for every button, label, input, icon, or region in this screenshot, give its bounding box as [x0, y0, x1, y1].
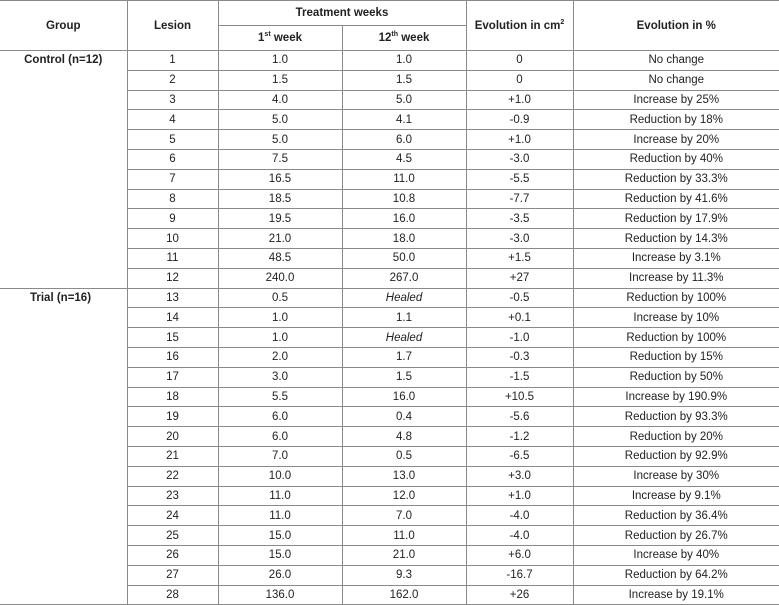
week1-cell: 6.0: [218, 407, 342, 427]
week-1-header: 1st week: [218, 26, 342, 51]
lesion-cell: 27: [127, 565, 218, 585]
lesion-cell: 19: [127, 407, 218, 427]
week12-cell: 0.4: [342, 407, 466, 427]
evolution-cm-cell: +3.0: [466, 466, 573, 486]
lesion-cell: 8: [127, 189, 218, 209]
week1-cell: 2.0: [218, 347, 342, 367]
week1-cell: 240.0: [218, 268, 342, 288]
evolution-cm-cell: -3.5: [466, 209, 573, 229]
evolution-pct-cell: Reduction by 33.3%: [573, 169, 779, 189]
week1-cell: 21.0: [218, 229, 342, 249]
evolution-pct-cell: Reduction by 36.4%: [573, 506, 779, 526]
evolution-cm-cell: -0.3: [466, 347, 573, 367]
evolution-pct-cell: Reduction by 50%: [573, 367, 779, 387]
week1-cell: 6.0: [218, 427, 342, 447]
evolution-cm-cell: +1.0: [466, 90, 573, 110]
evolution-pct-cell: Reduction by 26.7%: [573, 526, 779, 546]
week12-cell: 1.5: [342, 70, 466, 90]
week12-cell: 21.0: [342, 545, 466, 565]
evolution-pct-cell: Increase by 19.1%: [573, 585, 779, 605]
evolution-pct-cell: Reduction by 17.9%: [573, 209, 779, 229]
week12-cell: 13.0: [342, 466, 466, 486]
week1-cell: 11.0: [218, 506, 342, 526]
evolution-pct-cell: Reduction by 15%: [573, 347, 779, 367]
week1-cell: 3.0: [218, 367, 342, 387]
evolution-cm-cell: 0: [466, 51, 573, 71]
evolution-cm-cell: -0.9: [466, 110, 573, 130]
lesion-cell: 4: [127, 110, 218, 130]
evolution-cm-cell: -1.5: [466, 367, 573, 387]
lesion-cell: 21: [127, 446, 218, 466]
week12-cell: 0.5: [342, 446, 466, 466]
week12-cell: 1.5: [342, 367, 466, 387]
week12-cell: 4.1: [342, 110, 466, 130]
evolution-pct-cell: Increase by 11.3%: [573, 268, 779, 288]
evolution-cm-cell: -7.7: [466, 189, 573, 209]
evolution-cm-cell: -4.0: [466, 526, 573, 546]
lesion-cell: 3: [127, 90, 218, 110]
lesion-cell: 10: [127, 229, 218, 249]
lesion-cell: 18: [127, 387, 218, 407]
evolution-cm-cell: +1.0: [466, 130, 573, 150]
evolution-cm-cell: -1.0: [466, 328, 573, 348]
evolution-cm-cell: +6.0: [466, 545, 573, 565]
week12-cell: 7.0: [342, 506, 466, 526]
week1-cell: 16.5: [218, 169, 342, 189]
evolution-pct-cell: Increase by 25%: [573, 90, 779, 110]
week12-cell: Healed: [342, 328, 466, 348]
week1-cell: 1.0: [218, 328, 342, 348]
lesion-cell: 26: [127, 545, 218, 565]
lesion-cell: 16: [127, 347, 218, 367]
week12-cell: 9.3: [342, 565, 466, 585]
evolution-cm-header: Evolution in $cm^2$: [466, 1, 573, 51]
evolution-pct-cell: No change: [573, 70, 779, 90]
evolution-cm-cell: 0: [466, 70, 573, 90]
week12-cell: 6.0: [342, 130, 466, 150]
group-trial-cell: Trial (n=16): [0, 288, 127, 605]
evolution-pct-cell: Increase by 30%: [573, 466, 779, 486]
week12-cell: 162.0: [342, 585, 466, 605]
evolution-cm-cell: +27: [466, 268, 573, 288]
week12-cell: 50.0: [342, 248, 466, 268]
week12-cell: 5.0: [342, 90, 466, 110]
week1-cell: 10.0: [218, 466, 342, 486]
evolution-pct-cell: Increase by 20%: [573, 130, 779, 150]
week1-cell: 18.5: [218, 189, 342, 209]
evolution-pct-cell: Reduction by 100%: [573, 288, 779, 308]
evolution-pct-cell: Increase by 9.1%: [573, 486, 779, 506]
week1-cell: 5.0: [218, 110, 342, 130]
evolution-cm-cell: +1.5: [466, 248, 573, 268]
evolution-cm-cell: -3.0: [466, 149, 573, 169]
lesion-cell: 23: [127, 486, 218, 506]
lesion-cell: 1: [127, 51, 218, 71]
evolution-pct-cell: Increase by 190.9%: [573, 387, 779, 407]
lesion-cell: 25: [127, 526, 218, 546]
evolution-cm-cell: +10.5: [466, 387, 573, 407]
lesion-cell: 9: [127, 209, 218, 229]
lesion-cell: 7: [127, 169, 218, 189]
evolution-pct-cell: Reduction by 18%: [573, 110, 779, 130]
evolution-pct-cell: Reduction by 64.2%: [573, 565, 779, 585]
evolution-pct-cell: Increase by 40%: [573, 545, 779, 565]
week12-cell: 4.5: [342, 149, 466, 169]
lesion-cell: 13: [127, 288, 218, 308]
week1-cell: 1.0: [218, 308, 342, 328]
lesion-cell: 2: [127, 70, 218, 90]
evolution-cm-cell: +0.1: [466, 308, 573, 328]
evolution-pct-cell: Reduction by 20%: [573, 427, 779, 447]
week1-cell: 48.5: [218, 248, 342, 268]
evolution-cm-cell: -3.0: [466, 229, 573, 249]
week12-cell: 267.0: [342, 268, 466, 288]
week1-cell: 19.5: [218, 209, 342, 229]
lesion-cell: 15: [127, 328, 218, 348]
evolution-cm-cell: +26: [466, 585, 573, 605]
week12-cell: 11.0: [342, 169, 466, 189]
evolution-pct-cell: Reduction by 14.3%: [573, 229, 779, 249]
week1-cell: 7.0: [218, 446, 342, 466]
evolution-pct-cell: Reduction by 100%: [573, 328, 779, 348]
lesion-cell: 28: [127, 585, 218, 605]
week1-cell: 15.0: [218, 545, 342, 565]
evolution-cm-cell: -5.5: [466, 169, 573, 189]
evolution-pct-cell: Reduction by 92.9%: [573, 446, 779, 466]
evolution-cm-cell: -1.2: [466, 427, 573, 447]
week1-cell: 4.0: [218, 90, 342, 110]
week1-cell: 5.0: [218, 130, 342, 150]
evolution-cm-cell: +1.0: [466, 486, 573, 506]
lesion-cell: 6: [127, 149, 218, 169]
evolution-pct-cell: Reduction by 41.6%: [573, 189, 779, 209]
week12-cell: Healed: [342, 288, 466, 308]
week1-cell: 5.5: [218, 387, 342, 407]
week-12-header: 12th week: [342, 26, 466, 51]
week12-cell: 1.0: [342, 51, 466, 71]
evolution-cm-cell: -4.0: [466, 506, 573, 526]
table-row: [0, 51, 779, 71]
week12-cell: 16.0: [342, 209, 466, 229]
lesion-cell: 5: [127, 130, 218, 150]
lesion-header: Lesion: [127, 1, 218, 51]
lesion-cell: 24: [127, 506, 218, 526]
week1-cell: 15.0: [218, 526, 342, 546]
lesion-cell: 20: [127, 427, 218, 447]
week1-cell: 0.5: [218, 288, 342, 308]
group-header: Group: [0, 1, 127, 51]
week1-cell: 7.5: [218, 149, 342, 169]
lesion-cell: 14: [127, 308, 218, 328]
evolution-cm-cell: -6.5: [466, 446, 573, 466]
header-row-1: [0, 1, 779, 26]
week1-cell: 136.0: [218, 585, 342, 605]
week1-cell: 26.0: [218, 565, 342, 585]
week12-cell: 10.8: [342, 189, 466, 209]
table-row: [0, 288, 779, 308]
evolution-cm-cell: -16.7: [466, 565, 573, 585]
evolution-pct-cell: Increase by 3.1%: [573, 248, 779, 268]
treatment-weeks-header: Treatment weeks: [218, 1, 466, 26]
week12-cell: 1.1: [342, 308, 466, 328]
week12-cell: 1.7: [342, 347, 466, 367]
evolution-pct-cell: No change: [573, 51, 779, 71]
lesion-cell: 17: [127, 367, 218, 387]
week12-cell: 4.8: [342, 427, 466, 447]
evolution-pct-header: Evolution in %: [573, 1, 779, 51]
lesion-cell: 11: [127, 248, 218, 268]
evolution-cm-cell: -0.5: [466, 288, 573, 308]
table-body: [0, 51, 779, 605]
group-control-cell: Control (n=12): [0, 51, 127, 289]
week1-cell: 11.0: [218, 486, 342, 506]
week12-cell: 18.0: [342, 229, 466, 249]
lesion-cell: 12: [127, 268, 218, 288]
evolution-pct-cell: Reduction by 93.3%: [573, 407, 779, 427]
week12-cell: 12.0: [342, 486, 466, 506]
lesion-cell: 22: [127, 466, 218, 486]
week12-cell: 11.0: [342, 526, 466, 546]
week1-cell: 1.5: [218, 70, 342, 90]
week12-cell: 16.0: [342, 387, 466, 407]
week1-cell: 1.0: [218, 51, 342, 71]
evolution-pct-cell: Reduction by 40%: [573, 149, 779, 169]
evolution-cm-cell: -5.6: [466, 407, 573, 427]
evolution-pct-cell: Increase by 10%: [573, 308, 779, 328]
